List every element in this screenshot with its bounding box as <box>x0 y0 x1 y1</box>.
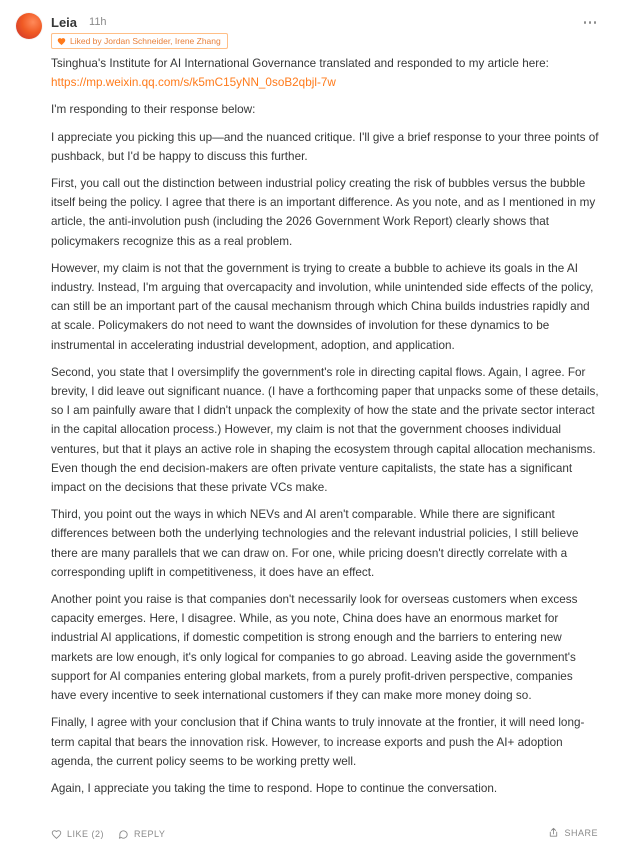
comment-paragraph <box>51 259 599 355</box>
paragraph-text: I appreciate you picking this up—and the nuanced critique. I'll give a brief response to your three points of pushback, but I'd be happy to discuss this further. <box>51 130 599 163</box>
speech-bubble-icon <box>118 829 129 840</box>
comment-paragraph <box>51 590 599 705</box>
paragraph-text: However, my claim is not that the government is trying to create a bubble to achieve its goals in the AI industry. Instead, I'm arguing that overcapacity and involution, while unintended side effects of the policy, can still be an important part of the causal mechanism through which China builds industries rapidly and at scale. Policymakers do not need to want the downsides of involution for these dynamics to be instrumental in accelerating industrial development, adoption, and application. <box>51 261 594 352</box>
paragraph-text: First, you call out the distinction between industrial policy creating the risk of bubbles versus the bubble itself being the policy. I agree that there is an important difference. As you note, and as I mentioned in my article, the anti-involution push (including the 2026 Government Work Report) clearly shows that policymakers recognize this as a real problem. <box>51 177 596 248</box>
paragraph-text: Another point you raise is that companies don't necessarily look for overseas customers when excess capacity emerges. Here, I disagree. While, as you note, China does have an enormous market for industrial AI applications, if domestic competition is strong enough and the barriers to entering new markets are low enough, it's only logical for companies to go abroad. Leaving aside the government's support for AI companies entering global markets, from a purely profit-driven perspective, companies have every incentive to seek international customers if they can make more money doing so. <box>51 593 578 703</box>
share-icon <box>548 827 559 838</box>
paragraph-text: Second, you state that I oversimplify the government's role in directing capital flows. Again, I agree. For brevity, I did leave out significant nuance. (I have a forthcoming paper that unpacks some of these details, so I am painfully aware that I didn't unpack the complexity of how the state and the private sector interact in the capital allocation process.) However, my claim is not that the government chooses individual ventures, but that it plays an active role in shaping the ecosystem through capital allocation mechanisms. Even though the end decision-makers are often private venture capitalists, the state has a significant impact on the decisions that these private VCs make. <box>51 365 599 495</box>
comment-header <box>51 13 598 31</box>
paragraph-text: Third, you point out the ways in which NEVs and AI aren't comparable. While there are significant differences between both the underlying technologies and the relevant industrial policies, I still believe there are many parallels that we can draw on. For one, while pricing doesn't directly correlate with a corresponding uplift in competitiveness, it does have an effect. <box>51 508 579 579</box>
comment-actions <box>51 827 598 841</box>
paragraph-text: I'm responding to their response below: <box>51 103 256 117</box>
comment-paragraph <box>51 505 599 582</box>
paragraph-text: Finally, I agree with your conclusion that if China wants to truly innovate at the frontier, it will need long-term capital that bears the innovation risk. However, to increase exports and push the AI+ adoption agenda, the current policy seems to be working pretty well. <box>51 716 585 768</box>
more-options-button[interactable] <box>582 14 598 30</box>
more-dot <box>584 21 586 24</box>
paragraph-text: Tsinghua's Institute for AI International Governance translated and responded to my article here: <box>51 57 549 70</box>
comment-body <box>51 54 599 806</box>
like-label: LIKE (2) <box>67 829 105 839</box>
timestamp[interactable]: 11h <box>89 16 107 28</box>
liked-by-badge <box>51 33 228 49</box>
comment-paragraph <box>51 779 599 798</box>
comment-paragraph <box>51 174 599 251</box>
comment-paragraph <box>51 54 599 92</box>
heart-outline-icon <box>51 829 62 840</box>
like-button[interactable] <box>51 829 104 840</box>
avatar[interactable] <box>16 13 42 39</box>
author-name[interactable]: Leia <box>51 14 78 30</box>
reply-label: REPLY <box>134 829 166 839</box>
paragraph-text: Again, I appreciate you taking the time to respond. Hope to continue the conversation. <box>51 781 498 795</box>
share-button[interactable] <box>548 827 598 838</box>
comment-paragraph <box>51 100 599 119</box>
article-link[interactable]: https://mp.weixin.qq.com/s/k5mC15yNN_0soB2qbjl-7w <box>51 76 336 90</box>
comment-paragraph <box>51 363 599 497</box>
more-dot <box>589 21 591 24</box>
heart-icon <box>57 37 66 46</box>
reply-button[interactable] <box>118 829 165 840</box>
more-dot <box>594 21 596 24</box>
comment-paragraph <box>51 713 599 771</box>
comment-paragraph <box>51 128 599 166</box>
share-label: SHARE <box>564 827 598 838</box>
liked-by-text: Liked by Jordan Schneider, Irene Zhang <box>70 36 221 46</box>
